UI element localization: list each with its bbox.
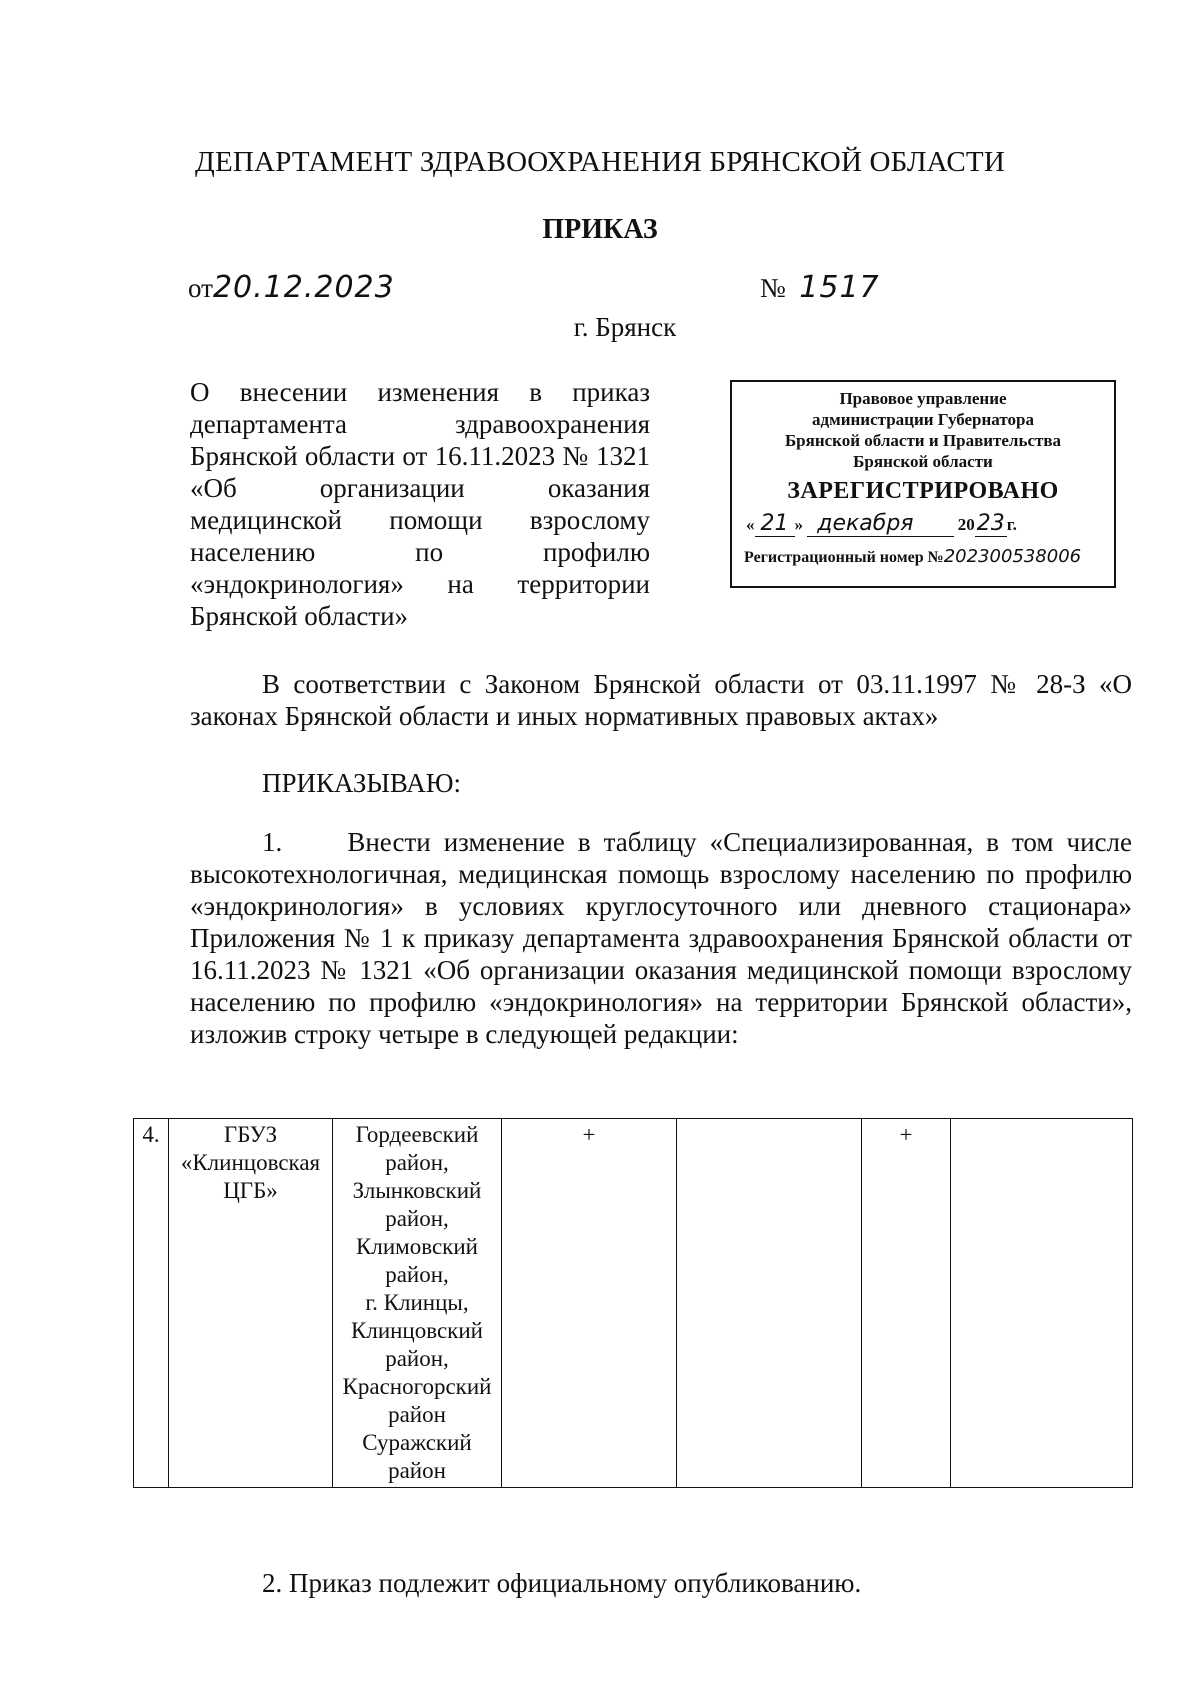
cell-col5 [677, 1119, 862, 1488]
stamp-year-prefix: 20 [957, 515, 975, 534]
stamp-year-unit: г. [1006, 515, 1017, 534]
stamp-reg-number-row [732, 546, 1114, 567]
stamp-reg-number: 202300538006 [943, 546, 1082, 567]
table-row [134, 1119, 1133, 1488]
stamp-date: « 21 » декабря 2023 г. [746, 511, 1017, 536]
stamp-reg-label: Регистрационный номер № [744, 549, 944, 566]
stamp-line-4: Брянской области [853, 452, 993, 471]
registration-stamp [730, 380, 1116, 588]
district-line: район, [385, 1206, 449, 1231]
cell-number: 4. [134, 1119, 169, 1488]
stamp-line-2: администрации Губернатора [812, 410, 1034, 429]
number-label: № [760, 273, 786, 303]
row-four-table [133, 1118, 1133, 1488]
stamp-registered: ЗАРЕГИСТРИРОВАНО [787, 478, 1059, 504]
district-line: район, [385, 1150, 449, 1175]
handwritten-number: 1517 [799, 270, 880, 305]
district-line: район [388, 1458, 446, 1483]
cell-districts [333, 1119, 502, 1488]
doc-type-heading: ПРИКАЗ [542, 214, 658, 245]
district-line: район, [385, 1262, 449, 1287]
district-line: Климовский [356, 1234, 478, 1259]
stamp-line-1: Правовое управление [839, 389, 1007, 408]
org-line: ГБУЗ [223, 1122, 278, 1147]
handwritten-date: 20.12.2023 [212, 270, 395, 305]
district-line: район, [385, 1346, 449, 1371]
city: г. Брянск [573, 312, 677, 342]
date-row [188, 270, 395, 305]
order-subject: О внесении изменения в приказ департамента здравоохранения Брянской области от 16.11.2023 № 1321 «Об организации оказания медицинской помощи взрослому населению по профилю «эндокринология» на территории Брянской области» [190, 377, 650, 631]
org-line: «Клинцовская [180, 1150, 321, 1175]
legal-basis: В соответствии с Законом Брянской области от 03.11.1997 № 28-З «О законах Брянской области и иных нормативных правовых актах» [190, 669, 1132, 731]
item-1: 1. Внести изменение в таблицу «Специализированная, в том числе высокотехнологичная, медицинская помощь взрослому населению по профилю «эндокринология» в условиях круглосуточного или дневного стационара» Приложения № 1 к приказу департамента здравоохранения Брянской области от 16.11.2023 № 1321 «Об организации оказания медицинской помощи взрослому населению по профилю «эндокринология» на территории Брянской области», изложив строку четыре в следующей редакции: [190, 827, 1132, 1049]
district-line: Красногорский [342, 1374, 492, 1399]
cell-col7 [951, 1119, 1133, 1488]
cell-col4: + [502, 1119, 677, 1488]
cell-col6: + [862, 1119, 951, 1488]
order-word: ПРИКАЗЫВАЮ: [262, 768, 461, 798]
stamp-header [732, 388, 1114, 472]
org-line: ЦГБ» [223, 1178, 278, 1203]
item-2: 2. Приказ подлежит официальному опубликованию. [262, 1568, 862, 1598]
department-title: ДЕПАРТАМЕНТ ЗДРАВООХРАНЕНИЯ БРЯНСКОЙ ОБЛАСТИ [195, 146, 1005, 178]
district-line: Клинцовский [351, 1318, 483, 1343]
district-line: район [388, 1402, 446, 1427]
stamp-year-suffix: 23 [976, 511, 1005, 536]
stamp-line-3: Брянской области и Правительства [784, 431, 1062, 450]
cell-organization [169, 1119, 333, 1488]
from-label: от [188, 273, 213, 303]
stamp-day: 21 [755, 511, 795, 537]
district-line: Злынковский [352, 1178, 482, 1203]
number-row [760, 270, 880, 305]
district-line: Суражский [362, 1430, 472, 1455]
district-line: г. Клинцы, [365, 1290, 469, 1315]
stamp-month: декабря [807, 511, 953, 537]
district-line: Гордеевский [355, 1122, 479, 1147]
